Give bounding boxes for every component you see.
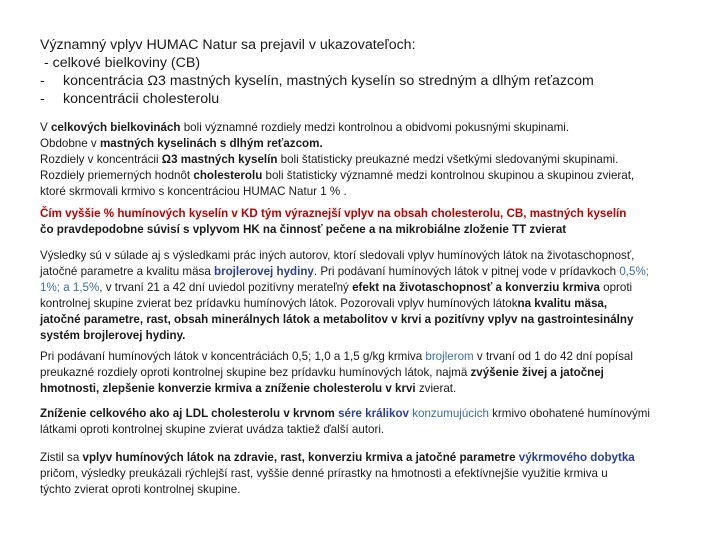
bold-term: celkových bielkovinách xyxy=(50,121,181,134)
text-line: Výsledky sú v súlade aj s výsledkami prác iných autorov, ktorí sledovali vplyv humínových látok na životaschopnosť, xyxy=(40,249,635,262)
intro-title: Významný vplyv HUMAC Natur sa prejavil v ukazovateľoch: xyxy=(40,37,416,53)
text-line: Pri podávaní humínových látok v koncentráciách 0,5; 1,0 a 1,5 g/kg krmiva brojlerom v trvaní od 1 do 42 dní popísal xyxy=(40,350,633,363)
bold-term: mastných kyselinách s dlhým reťazcom. xyxy=(99,137,323,150)
highlight-term: konzumujúcich xyxy=(409,407,489,420)
bullet-dash: - xyxy=(40,91,45,107)
paragraph-results xyxy=(40,120,680,200)
text-line: jatočné parametre a kvalitu mäsa brojlerovej hydiny. Pri podávaní humínových látok v pitnej vode v prídavkoch 0,5%; xyxy=(40,265,649,278)
text-line: látkami oproti kontrolnej skupine zvierat uvádza taktiež ďalší autori. xyxy=(40,423,385,436)
bold-term: Ω3 mastných kyselín xyxy=(161,153,278,166)
highlight-term: brojlerovej hydiny xyxy=(214,265,314,278)
paragraph-literature xyxy=(40,248,680,344)
highlight-term: 0,5%; xyxy=(619,265,649,278)
highlight-term: sére králikov xyxy=(338,407,409,420)
intro-item-text: koncentrácia Ω3 mastných kyselín, mastných kyselín so stredným a dlhým reťazcom xyxy=(63,73,594,89)
bold-term: hmotnosti, zlepšenie konverzie krmiva a zníženie cholesterolu v krvi xyxy=(40,382,416,395)
text-line: V celkových bielkovinách boli významné rozdiely medzi kontrolnou a obidvomi pokusnými skupinami. xyxy=(40,121,570,134)
intro-item xyxy=(40,90,594,108)
text-line: jatočné parametre, rast, obsah minerálnych látok a metabolitov v krvi a pozitívny vplyv na gastrointesinálny xyxy=(40,313,634,326)
text-line: Rozdiely v koncentrácii Ω3 mastných kyselín boli štatisticky preukazné medzi všetkými sledovanými skupinami. xyxy=(40,153,619,166)
bold-term: zvýšenie živej a jatočnej xyxy=(470,366,604,379)
text-line: 1%; a 1,5%, v trvaní 21 a 42 dní uviedol pozitívny merateľný efekt na životaschopnosť a konverziu krmiva oproti xyxy=(40,281,633,294)
bold-term: vplyv humínových látok na zdravie, rast, konverziu krmiva a jatočné parametre xyxy=(82,451,516,464)
text-line: Zistil sa vplyv humínových látok na zdravie, rast, konverziu krmiva a jatočné parametre výkrmového dobytka xyxy=(40,451,635,464)
text-line: ktoré skrmovali krmivo s koncentráciou HUMAC Natur 1 % . xyxy=(40,185,347,198)
intro-item xyxy=(40,72,594,90)
text-line: Rozdiely priemerných hodnôt cholesterolu boli štatisticky významné medzi kontrolnou skupinou a skupinou zvierat, xyxy=(40,169,635,182)
text-line: čo pravdepodobne súvisí s vplyvom HK na činnosť pečene a na mikrobiálne zloženie TT zvierat xyxy=(40,223,567,236)
intro-item-text: koncentrácii cholesterolu xyxy=(63,91,220,107)
bold-term: efekt na životaschopnosť a konverziu krmiva xyxy=(352,281,600,294)
paragraph-conclusion xyxy=(40,206,680,238)
paragraph-broilers xyxy=(40,349,680,397)
intro-item-text: - celkové bielkoviny (CB) xyxy=(43,55,201,71)
text-line: systém brojlerovej hydiny. xyxy=(40,329,186,342)
bold-term: na kvalitu mäsa, xyxy=(517,297,608,310)
text-line: preukazné rozdiely oproti kontrolnej skupine bez prídavku humínových látok, najmä zvýšenie živej a jatočnej xyxy=(40,366,604,379)
text-line: Zníženie celkového ako aj LDL cholesterolu v krvnom sére králikov konzumujúcich krmivo obohatené humínovými xyxy=(40,407,651,420)
intro-block xyxy=(40,36,594,108)
highlight-term: brojlerom xyxy=(425,350,474,363)
intro-item xyxy=(40,54,594,72)
highlight-term: 1%; a 1,5% xyxy=(40,281,100,294)
text-line: týchto zvierat oproti kontrolnej skupine. xyxy=(40,483,241,496)
text-line: kontrolnej skupine zvierat bez prídavku humínových látok. Pozorovali vplyv humínových látokna kvalitu mäsa, xyxy=(40,297,608,310)
text-line: pričom, výsledky preukázali rýchlejší rast, vyššie denné prírastky na hmotnosti a efektívnejšie využitie krmiva u xyxy=(40,467,608,480)
text-line: Čím vyššie % humínových kyselín v KD tým výraznejší vplyv na obsah cholesterolu, CB, mastných kyselín xyxy=(40,207,627,220)
highlight-term: výkrmového dobytka xyxy=(515,451,635,464)
bold-term: Zníženie celkového ako aj LDL cholesterolu v krvnom xyxy=(40,407,339,420)
paragraph-cattle xyxy=(40,450,680,498)
text-line: Obdobne v mastných kyselinách s dlhým reťazcom. xyxy=(40,137,323,150)
text-line: hmotnosti, zlepšenie konverzie krmiva a zníženie cholesterolu v krvi zvierat. xyxy=(40,382,457,395)
paragraph-rabbits xyxy=(40,406,680,438)
bold-term: cholesterolu xyxy=(193,169,263,182)
bullet-dash: - xyxy=(40,73,45,89)
